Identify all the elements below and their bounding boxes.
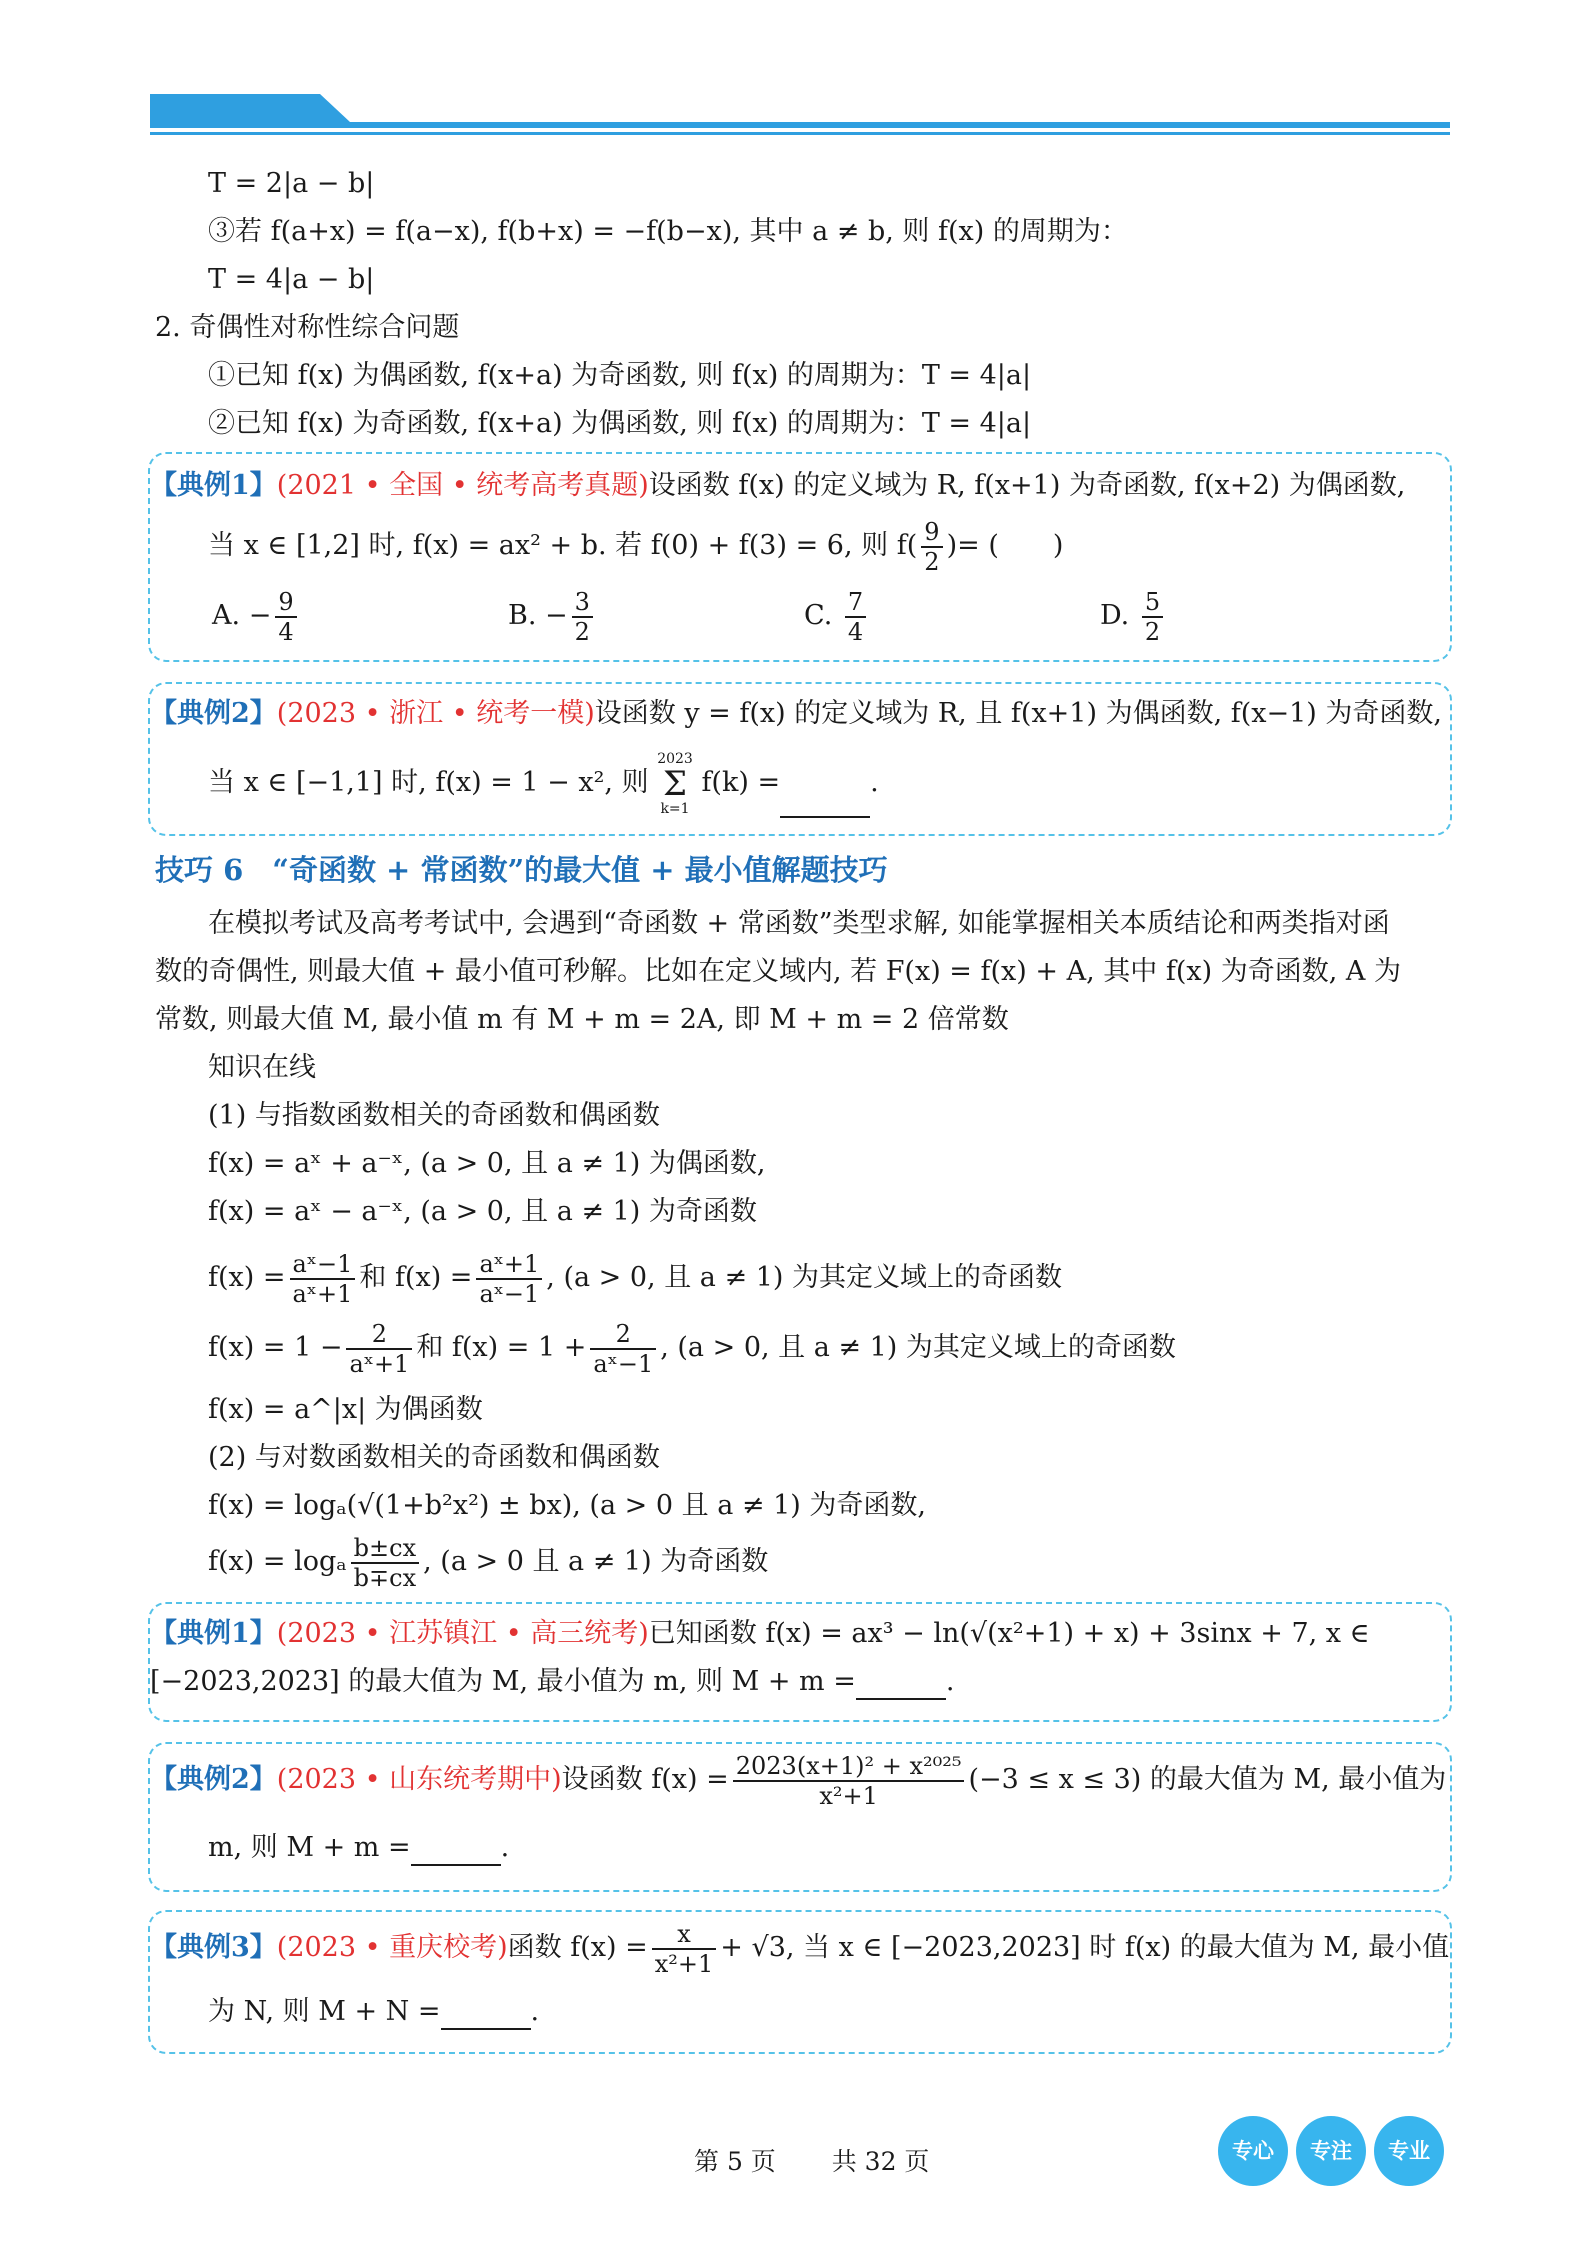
knowledge-title: 知识在线 xyxy=(208,1052,316,1083)
header-band xyxy=(150,94,1450,142)
example-tag: 【典例1】 xyxy=(150,470,277,501)
example-2-line-2: 当 x ∈ [−1,1] 时, f(x) = 1 − x², 则 2023 Σ k=1 f(k) = . xyxy=(208,750,879,817)
answer-blank[interactable] xyxy=(411,1838,501,1866)
summation: 2023 Σ k=1 xyxy=(657,750,693,817)
badge-1: 专心 xyxy=(1218,2116,1288,2186)
log-formula-1: f(x) = logₐ(√(1+b²x²) ± bx), (a > 0 且 a ≠ 1) 为奇函数, xyxy=(208,1490,926,1521)
example-source: (2023 • 山东统考期中) xyxy=(276,1764,562,1795)
example-box-5 xyxy=(148,1910,1452,2054)
example-box-2 xyxy=(148,682,1452,836)
answer-blank[interactable] xyxy=(856,1672,946,1700)
example-3-line-1 xyxy=(150,1616,1370,1652)
log-functions-title: (2) 与对数函数相关的奇函数和偶函数 xyxy=(208,1442,660,1473)
period-formula-2: T = 4|a − b| xyxy=(208,264,375,295)
example-1-line-2: 当 x ∈ [1,2] 时, f(x) = ax² + b. 若 f(0) + f(3) = 6, 则 f( $\frac{9}{2}$ )= ( ) xyxy=(208,517,1064,576)
intro-paragraph-1: 在模拟考试及高考考试中, 会遇到“奇函数 + 常函数”类型求解, 如能掌握相关本质结论和两类指对函 xyxy=(208,908,1390,939)
fraction: $\frac{x}{\text{x²+1}}$ xyxy=(652,1920,717,1978)
period-formula-1: T = 2|a − b| xyxy=(208,168,375,199)
badge-2: 专注 xyxy=(1296,2116,1366,2186)
option-a[interactable]: A. − $\frac{9}{4}$ xyxy=(212,584,301,648)
example-4-line-1: 【典例2】(2023 • 山东统考期中)设函数 f(x) = $\frac{\text{2023(x+1)² + x²⁰²⁵}}{\text{x²+1}}$ (−3 ≤ x ≤ 3) 的最大值为 M, 最小值为 xyxy=(150,1751,1447,1810)
example-3-line-2: [−2023,2023] 的最大值为 M, 最小值为 m, 则 M + m = . xyxy=(150,1664,954,1700)
example-tag: 【典例3】 xyxy=(150,1932,277,1963)
answer-blank[interactable] xyxy=(780,790,870,818)
exp-functions-title: (1) 与指数函数相关的奇函数和偶函数 xyxy=(208,1100,660,1131)
page-number: 第 5 页 xyxy=(694,2147,776,2176)
exp-formula-2: f(x) = aˣ − a⁻ˣ, (a > 0, 且 a ≠ 1) 为奇函数 xyxy=(208,1196,757,1227)
answer-blank[interactable] xyxy=(441,2002,531,2030)
answer-paren: = ( ) xyxy=(957,530,1064,561)
example-source: (2023 • 重庆校考) xyxy=(276,1932,508,1963)
parity-rule-1: ①已知 f(x) 为偶函数, f(x+a) 为奇函数, 则 f(x) 的周期为：T = 4|a| xyxy=(208,360,1032,391)
fraction: $\frac{9}{2}$ xyxy=(921,518,942,576)
option-d[interactable]: D. $\frac{5}{2}$ xyxy=(1100,584,1167,648)
fraction: $\frac{\text{2023(x+1)² + x²⁰²⁵}}{\text{x²+1}}$ xyxy=(733,1752,965,1810)
exp-formula-5: f(x) = a^|x| 为偶函数 xyxy=(208,1394,483,1425)
example-text: 设函数 f(x) 的定义域为 R, f(x+1) 为奇函数, f(x+2) 为偶函数, xyxy=(648,470,1406,501)
parity-rule-2: ②已知 f(x) 为奇函数, f(x+a) 为偶函数, 则 f(x) 的周期为：T = 4|a| xyxy=(208,408,1032,439)
example-source: (2021 • 全国 • 统考高考真题) xyxy=(276,470,649,501)
example-tag: 【典例2】 xyxy=(150,1764,277,1795)
example-text: 函数 f(x) = xyxy=(507,1932,648,1963)
page-footer xyxy=(694,2142,929,2178)
example-text: 已知函数 f(x) = ax³ − ln(√(x²+1) + x) + 3sinx + 7, x ∈ xyxy=(648,1618,1370,1649)
intro-paragraph-2: 数的奇偶性, 则最大值 + 最小值可秒解。比如在定义域内, 若 F(x) = f(x) + A, 其中 f(x) 为奇函数, A 为 xyxy=(155,956,1401,987)
example-box-3 xyxy=(148,1602,1452,1722)
badge-3: 专业 xyxy=(1374,2116,1444,2186)
example-1-line-1 xyxy=(150,468,1405,504)
period-rule-3: ③若 f(a+x) = f(a−x), f(b+x) = −f(b−x), 其中 a ≠ b, 则 f(x) 的周期为： xyxy=(208,216,1128,247)
example-text: 当 x ∈ [1,2] 时, f(x) = ax² + b. 若 f(0) + f(3) = 6, 则 f xyxy=(208,530,907,561)
example-2-line-1 xyxy=(150,696,1442,732)
example-text: 设函数 f(x) = xyxy=(561,1764,729,1795)
exp-formula-4: f(x) = 1 − $\frac{2}{\text{aˣ+1}}$ 和 f(x) = 1 + $\frac{2}{\text{aˣ−1}}$ , (a > 0, 且 a ≠ 1) 为其定义域上的奇函数 xyxy=(208,1319,1176,1378)
example-source: (2023 • 江苏镇江 • 高三统考) xyxy=(276,1618,649,1649)
option-b[interactable]: B. − $\frac{3}{2}$ xyxy=(508,584,597,648)
example-5-line-2: 为 N, 则 M + N = . xyxy=(208,1994,539,2030)
technique-heading: 技巧 6 “奇函数 + 常函数”的最大值 + 最小值解题技巧 xyxy=(155,853,888,887)
example-tag: 【典例1】 xyxy=(150,1618,277,1649)
example-source: (2023 • 浙江 • 统考一模) xyxy=(276,698,595,729)
log-formula-2: f(x) = logₐ $\frac{b\pm cx}{b\mp cx}$ , (a > 0 且 a ≠ 1) 为奇函数 xyxy=(208,1533,769,1592)
example-text: 设函数 y = f(x) 的定义域为 R, 且 f(x+1) 为偶函数, f(x−1) 为奇函数, xyxy=(594,698,1443,729)
example-4-line-2: m, 则 M + m = . xyxy=(208,1830,509,1866)
exp-formula-3: f(x) = $\frac{\text{aˣ−1}}{\text{aˣ+1}}$ 和 f(x) = $\frac{\text{aˣ+1}}{\text{aˣ−1}}$ , (a > 0, 且 a ≠ 1) 为其定义域上的奇函数 xyxy=(208,1249,1062,1308)
example-box-4 xyxy=(148,1742,1452,1892)
exp-formula-1: f(x) = aˣ + a⁻ˣ, (a > 0, 且 a ≠ 1) 为偶函数, xyxy=(208,1148,766,1179)
example-box-1 xyxy=(148,452,1452,662)
page-total: 共 32 页 xyxy=(831,2147,930,2176)
example-tag: 【典例2】 xyxy=(150,698,277,729)
example-5-line-1: 【典例3】(2023 • 重庆校考)函数 f(x) = $\frac{x}{\text{x²+1}}$ + √3, 当 x ∈ [−2023,2023] 时 f(x) 的最大值为 M, 最小值 xyxy=(150,1919,1450,1978)
intro-paragraph-3: 常数, 则最大值 M, 最小值 m 有 M + m = 2A, 即 M + m = 2 倍常数 xyxy=(155,1004,1009,1035)
option-c[interactable]: C. $\frac{7}{4}$ xyxy=(804,584,870,648)
subsection-title: 2. 奇偶性对称性综合问题 xyxy=(155,312,460,343)
